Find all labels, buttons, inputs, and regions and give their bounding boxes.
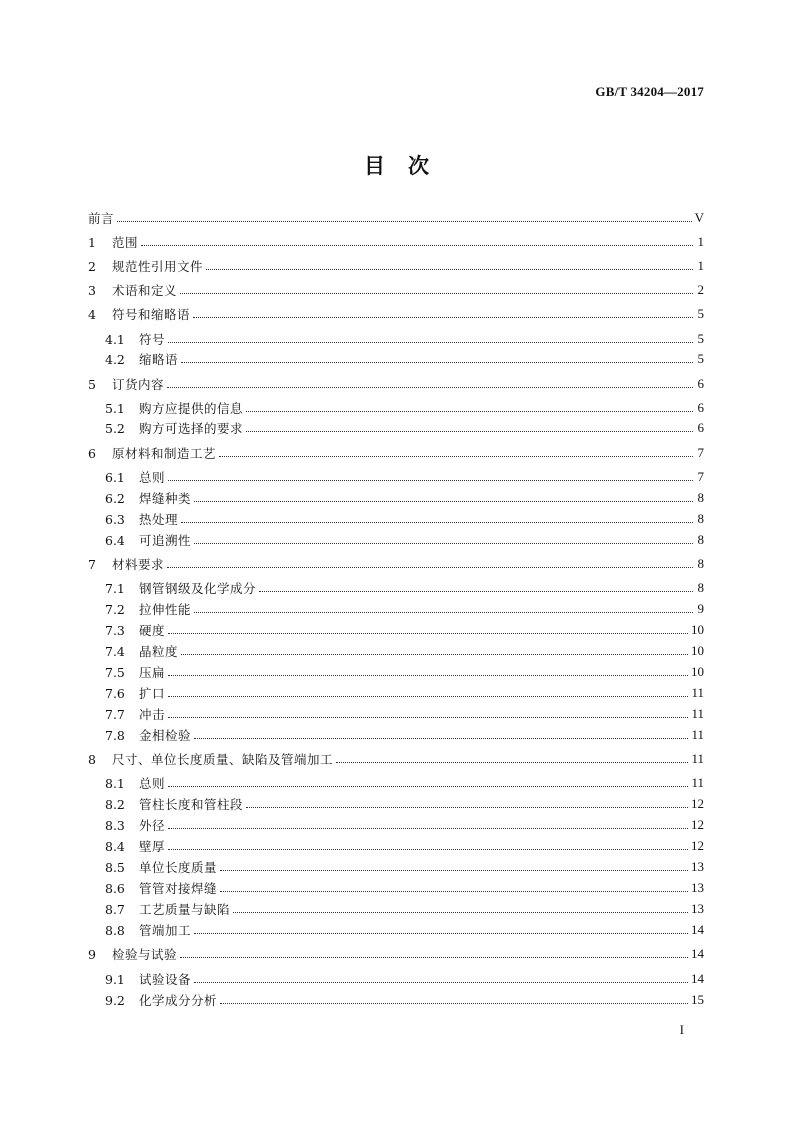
toc-entry-number: 4 (88, 306, 96, 322)
toc-entry-number: 8.8 (105, 922, 125, 938)
toc-entry[interactable] (105, 815, 704, 835)
toc-leader-dots (141, 245, 693, 246)
toc-entry-number: 5 (88, 376, 96, 392)
toc-entry-number: 7.1 (105, 580, 125, 596)
toc-entry-page: 11 (691, 751, 704, 766)
toc-entry-label: 前言 (88, 211, 115, 226)
toc-entry-label: 管端加工 (139, 923, 192, 938)
toc-entry-label: 拉伸性能 (139, 602, 192, 617)
toc-entry-number: 7.6 (105, 685, 125, 701)
toc-entry-label: 焊缝种类 (139, 491, 192, 506)
toc-entry-label: 尺寸、单位长度质量、缺陷及管端加工 (112, 752, 334, 767)
toc-entry-page: 6 (697, 400, 704, 415)
toc-leader-dots (168, 786, 688, 787)
toc-entry-label: 缩略语 (139, 352, 179, 367)
toc-leader-dots (194, 933, 688, 934)
toc-entry-page: 8 (697, 532, 704, 547)
toc-entry[interactable] (105, 857, 704, 877)
toc-entry-page: 10 (691, 664, 704, 679)
toc-entry-label: 热处理 (139, 512, 179, 527)
toc-entry-page: 11 (691, 727, 704, 742)
toc-entry-number: 6 (88, 445, 96, 461)
toc-entry[interactable] (105, 990, 704, 1010)
toc-entry[interactable] (105, 725, 704, 745)
toc-entry-page: 2 (697, 282, 704, 297)
toc-leader-dots (181, 362, 693, 363)
toc-entry-page: 1 (697, 234, 704, 249)
toc-entry-page: 13 (691, 880, 704, 895)
toc-entry-label: 扩口 (139, 686, 166, 701)
toc-leader-dots (194, 982, 688, 983)
toc-entry-label: 购方应提供的信息 (139, 401, 244, 416)
toc-entry-label: 硬度 (139, 623, 166, 638)
toc-entry[interactable] (88, 944, 704, 964)
toc-entry-label: 检验与试验 (112, 947, 178, 962)
toc-entry-number: 8.7 (105, 901, 125, 917)
page-number: I (679, 1022, 684, 1037)
toc-entry-label: 购方可选择的要求 (139, 421, 244, 436)
toc-leader-dots (168, 717, 688, 718)
toc-entry-number: 4.1 (105, 331, 125, 347)
toc-leader-dots (336, 762, 688, 763)
toc-leader-dots (246, 807, 688, 808)
toc-entry-label: 单位长度质量 (139, 860, 218, 875)
toc-leader-dots (194, 738, 688, 739)
toc-entry[interactable] (105, 488, 704, 508)
toc-leader-dots (219, 456, 693, 457)
toc-entry-page: 13 (691, 859, 704, 874)
toc-leader-dots (117, 221, 692, 222)
toc-leader-dots (167, 567, 693, 568)
toc-entry-page: 13 (691, 901, 704, 916)
toc-leader-dots (220, 870, 688, 871)
toc-entry-label: 术语和定义 (112, 283, 178, 298)
toc-entry-number: 7 (88, 556, 96, 572)
toc-entry-page: 15 (691, 992, 704, 1007)
toc-entry-page: V (694, 210, 704, 225)
toc-entry-label: 试验设备 (139, 972, 192, 987)
toc-entry-number: 8.3 (105, 817, 125, 833)
toc-entry[interactable] (105, 969, 704, 989)
toc-entry[interactable] (88, 232, 704, 252)
toc-entry-label: 外径 (139, 818, 166, 833)
toc-leader-dots (181, 654, 688, 655)
toc-entry-page: 14 (691, 946, 704, 961)
toc-leader-dots (206, 269, 693, 270)
toc-entry-number: 7.7 (105, 706, 125, 722)
toc-entry-number: 6.1 (105, 469, 125, 485)
toc-entry-number: 5.1 (105, 400, 125, 416)
toc-entry-number: 4.2 (105, 351, 125, 367)
toc-entry-number: 6.4 (105, 532, 125, 548)
toc-leader-dots (194, 501, 693, 502)
toc-entry-label: 冲击 (139, 707, 166, 722)
toc-leader-dots (259, 591, 693, 592)
toc-entry-number: 7.3 (105, 622, 125, 638)
toc-entry-label: 范围 (112, 235, 139, 250)
toc-entry-number: 7.5 (105, 664, 125, 680)
toc-entry[interactable] (88, 554, 704, 574)
toc-entry[interactable] (105, 578, 704, 598)
standard-code: GB/T 34204—2017 (595, 84, 704, 99)
toc-leader-dots (220, 1003, 688, 1004)
toc-leader-dots (180, 293, 693, 294)
toc-entry-label: 壁厚 (139, 839, 166, 854)
toc-entry-number: 9.2 (105, 992, 125, 1008)
toc-leader-dots (168, 342, 693, 343)
toc-entry-label: 总则 (139, 470, 166, 485)
toc-entry-label: 符号和缩略语 (112, 307, 191, 322)
toc-entry-number: 8.4 (105, 838, 125, 854)
toc-entry-label: 晶粒度 (139, 644, 179, 659)
toc-entry[interactable] (105, 704, 704, 724)
toc-leader-dots (220, 891, 688, 892)
toc-entry-label: 符号 (139, 332, 166, 347)
toc-entry-label: 材料要求 (112, 557, 165, 572)
toc-entry-number: 5.2 (105, 420, 125, 436)
toc-entry-page: 9 (697, 601, 704, 616)
toc-entry-label: 工艺质量与缺陷 (139, 902, 231, 917)
toc-leader-dots (181, 522, 693, 523)
toc-entry[interactable] (88, 749, 704, 769)
toc-entry-number: 6.2 (105, 490, 125, 506)
toc-leader-dots (168, 696, 688, 697)
toc-entry-number: 7.8 (105, 727, 125, 743)
toc-leader-dots (233, 912, 688, 913)
toc-entry-number: 8.1 (105, 775, 125, 791)
toc-entry[interactable] (105, 620, 704, 640)
toc-leader-dots (194, 612, 693, 613)
toc-entry-label: 可追溯性 (139, 533, 192, 548)
toc-entry-number: 8.6 (105, 880, 125, 896)
toc-entry[interactable] (88, 443, 704, 463)
toc-entry[interactable] (105, 662, 704, 682)
toc-entry[interactable] (105, 878, 704, 898)
toc-entry-label: 原材料和制造工艺 (112, 446, 217, 461)
toc-entry[interactable] (105, 773, 704, 793)
toc-entry-number: 9.1 (105, 971, 125, 987)
toc-entry-label: 压扁 (139, 665, 166, 680)
toc-entry-number: 8 (88, 751, 96, 767)
toc-leader-dots (168, 828, 688, 829)
toc-entry-page: 8 (697, 511, 704, 526)
toc-entry-label: 化学成分分析 (139, 993, 218, 1008)
toc-entry-number: 2 (88, 258, 96, 274)
toc-entry-page: 12 (691, 796, 704, 811)
toc-leader-dots (246, 411, 693, 412)
toc-entry-page: 14 (691, 922, 704, 937)
toc-entry-label: 总则 (139, 776, 166, 791)
toc-entry[interactable] (105, 349, 704, 369)
toc-leader-dots (246, 431, 693, 432)
toc-entry[interactable] (88, 374, 704, 394)
toc-entry[interactable] (105, 899, 704, 919)
toc-entry-page: 1 (697, 258, 704, 273)
page-title: 目 次 (364, 153, 430, 178)
toc-entry[interactable] (105, 329, 704, 349)
toc-entry-page: 11 (691, 685, 704, 700)
toc-entry-label: 管柱长度和管柱段 (139, 797, 244, 812)
toc-entry-page: 6 (697, 376, 704, 391)
toc-entry[interactable] (105, 641, 704, 661)
toc-entry[interactable] (105, 836, 704, 856)
toc-leader-dots (168, 480, 693, 481)
toc-entry-number: 7.2 (105, 601, 125, 617)
toc-entry-number: 1 (88, 234, 96, 250)
toc-entry-page: 14 (691, 971, 704, 986)
toc-entry-label: 金相检验 (139, 728, 192, 743)
toc-entry-page: 8 (697, 490, 704, 505)
toc-entry-page: 7 (697, 469, 704, 484)
toc-entry[interactable] (105, 418, 704, 438)
toc-entry-number: 7.4 (105, 643, 125, 659)
toc-entry-page: 7 (697, 445, 704, 460)
toc-leader-dots (167, 387, 693, 388)
toc-entry-page: 5 (697, 351, 704, 366)
toc-entry-page: 10 (691, 622, 704, 637)
toc-entry-label: 钢管钢级及化学成分 (139, 581, 257, 596)
toc-entry-label: 订货内容 (112, 377, 165, 392)
toc-entry-page: 11 (691, 706, 704, 721)
toc-leader-dots (168, 849, 688, 850)
toc-entry[interactable] (88, 208, 704, 228)
toc-leader-dots (180, 957, 688, 958)
toc-entry-page: 5 (697, 331, 704, 346)
toc-entry[interactable] (88, 280, 704, 300)
toc-entry-page: 8 (697, 556, 704, 571)
toc-entry[interactable] (105, 398, 704, 418)
toc-leader-dots (168, 633, 688, 634)
toc-entry[interactable] (105, 467, 704, 487)
toc-entry-page: 6 (697, 420, 704, 435)
toc-leader-dots (168, 675, 688, 676)
toc-leader-dots (193, 317, 693, 318)
toc-entry[interactable] (105, 920, 704, 940)
toc-entry[interactable] (88, 304, 704, 324)
toc-entry-number: 3 (88, 282, 96, 298)
toc-entry-number: 8.5 (105, 859, 125, 875)
toc-entry-page: 12 (691, 817, 704, 832)
toc-entry-number: 8.2 (105, 796, 125, 812)
toc-entry[interactable] (105, 683, 704, 703)
toc-entry[interactable] (88, 256, 704, 276)
toc-entry[interactable] (105, 530, 704, 550)
toc-entry-number: 9 (88, 946, 96, 962)
toc-entry[interactable] (105, 794, 704, 814)
toc-entry[interactable] (105, 599, 704, 619)
toc-entry-page: 10 (691, 643, 704, 658)
toc-leader-dots (194, 543, 693, 544)
toc-entry-number: 6.3 (105, 511, 125, 527)
toc-entry-label: 规范性引用文件 (112, 259, 204, 274)
toc-entry-page: 12 (691, 838, 704, 853)
toc-entry-page: 11 (691, 775, 704, 790)
toc-entry[interactable] (105, 509, 704, 529)
toc-entry-label: 管管对接焊缝 (139, 881, 218, 896)
toc-entry-page: 8 (697, 580, 704, 595)
toc-entry-page: 5 (697, 306, 704, 321)
